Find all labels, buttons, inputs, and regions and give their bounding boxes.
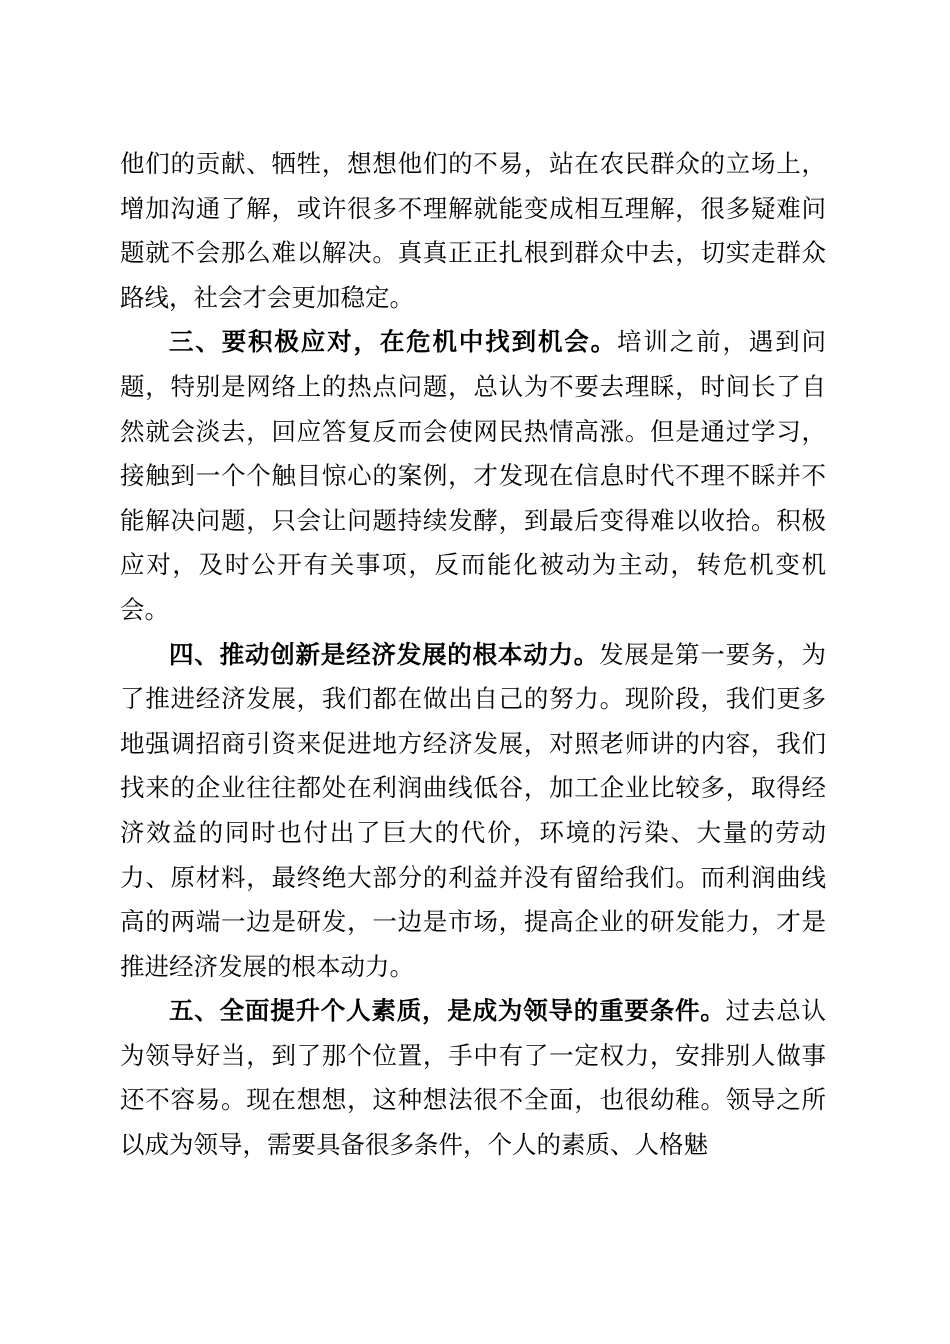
section-heading: 四、推动创新是经济发展的根本动力。 [169, 639, 600, 669]
paragraph-body: 培训之前，遇到问题，特别是网络上的热点问题，总认为不要去理睬，时间长了自然就会淡去，回应答复反而会使网民热情高涨。但是通过学习，接触到一个个触目惊心的案例，才发现在信息时代不理不睬并不能解决问题，只会让问题持续发酵，到最后变得难以收拾。积极应对，及时公开有关事项，反而能化被动为主动，转危机变机会。 [120, 327, 827, 624]
paragraph-continuation [120, 142, 826, 320]
paragraph-section-three [120, 320, 826, 632]
paragraph-body: 发展是第一要务，为了推进经济发展，我们都在做出自己的努力。现阶段，我们更多地强调招商引资来促进地方经济发展，对照老师讲的内容，我们找来的企业往往都处在利润曲线低谷，加工企业比较多，取得经济效益的同时也付出了巨大的代价，环境的污染、大量的劳动力、原材料，最终绝大部分的利益并没有留给我们。而利润曲线高的两端一边是研发，一边是市场，提高企业的研发能力，才是推进经济发展的根本动力。 [120, 639, 827, 981]
paragraph-body: 他们的贡献、牺牲，想想他们的不易，站在农民群众的立场上，增加沟通了解，或许很多不理解就能变成相互理解，很多疑难问题就不会那么难以解决。真真正正扎根到群众中去，切实走群众路线，社会才会更加稳定。 [120, 149, 826, 312]
paragraph-section-four [120, 633, 826, 990]
paragraph-body: 过去总认为领导好当，到了那个位置，手中有了一定权力，安排别人做事还不容易。现在想想，这种想法很不全面，也很幼稚。领导之所以成为领导，需要具备很多条件，个人的素质、人格魅 [120, 996, 827, 1160]
paragraph-section-five [120, 989, 826, 1167]
section-heading: 三、要积极应对，在危机中找到机会。 [169, 327, 618, 357]
section-heading: 五、全面提升个人素质，是成为领导的重要条件。 [169, 996, 726, 1026]
document-page [120, 142, 826, 1168]
